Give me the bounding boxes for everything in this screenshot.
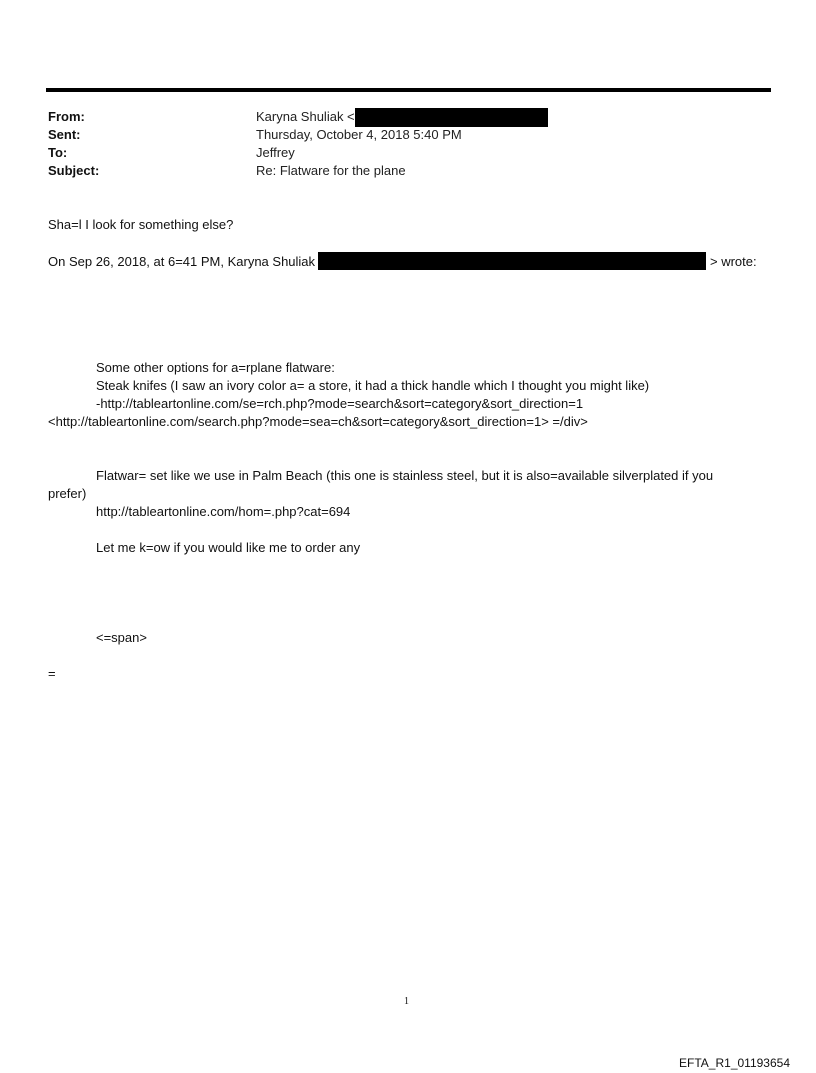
quoted-line: = bbox=[48, 666, 56, 681]
subject-value: Re: Flatware for the plane bbox=[256, 163, 406, 178]
header-divider bbox=[46, 88, 771, 92]
document-id: EFTA_R1_01193654 bbox=[679, 1056, 790, 1070]
quoted-line: Steak knifes (I saw an ivory color a= a store, it had a thick handle which I thought you might like) bbox=[96, 378, 650, 393]
quoted-link: -http://tableartonline.com/se=rch.php?mode=search&sort=category&sort_direction=1 bbox=[96, 396, 584, 411]
quote-intro-suffix: > wrote: bbox=[710, 254, 757, 269]
quoted-link: <http://tableartonline.com/search.php?mode=sea=ch&sort=category&sort_direction=1> =/div> bbox=[48, 414, 588, 429]
from-value: Karyna Shuliak < bbox=[256, 109, 355, 124]
sent-value: Thursday, October 4, 2018 5:40 PM bbox=[256, 127, 462, 142]
subject-label: Subject: bbox=[48, 163, 100, 178]
quoted-line: Let me k=ow if you would like me to order any bbox=[96, 540, 361, 555]
from-label: From: bbox=[48, 109, 85, 124]
page-number: 1 bbox=[404, 996, 409, 1007]
to-label: To: bbox=[48, 145, 68, 160]
quoted-line: Flatwar= set like we use in Palm Beach (this one is stainless steel, but it is also=available silverplated if you bbox=[96, 468, 714, 483]
quoted-link: http://tableartonline.com/hom=.php?cat=694 bbox=[96, 504, 351, 519]
quoted-line: <=span> bbox=[96, 630, 147, 645]
sent-label: Sent: bbox=[48, 127, 81, 142]
quoted-line: prefer) bbox=[48, 486, 87, 501]
redaction-block bbox=[355, 108, 548, 127]
reply-text: Sha=l I look for something else? bbox=[48, 217, 234, 232]
quoted-line: Some other options for a=rplane flatware: bbox=[96, 360, 335, 375]
redaction-block bbox=[318, 252, 706, 270]
to-value: Jeffrey bbox=[256, 145, 295, 160]
quote-intro-prefix: On Sep 26, 2018, at 6=41 PM, Karyna Shuliak bbox=[48, 254, 316, 269]
